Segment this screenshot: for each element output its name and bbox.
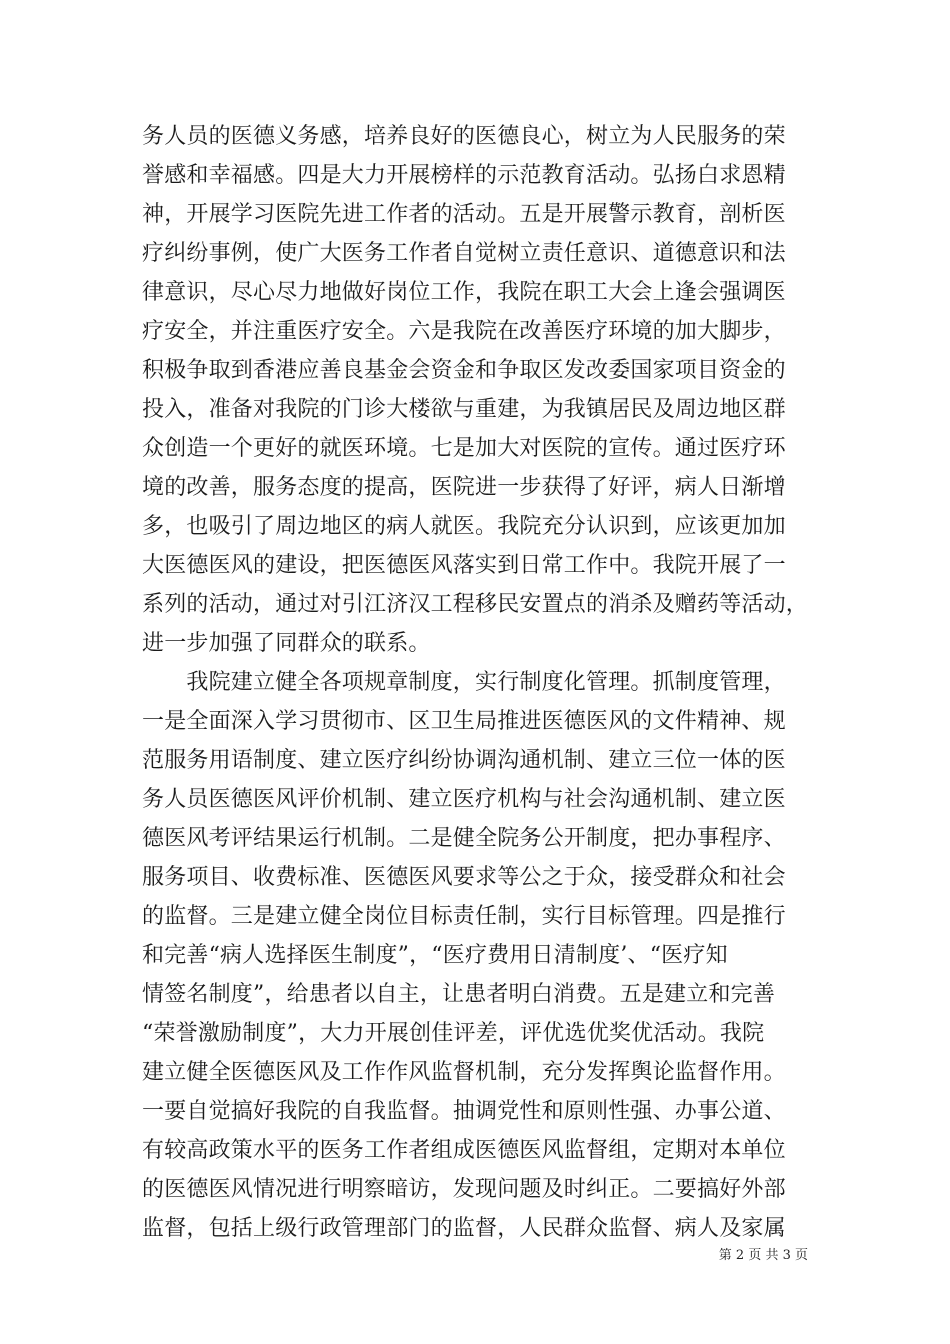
text-line: 我院建立健全各项规章制度，实行制度化管理。抓制度管理， <box>142 670 786 695</box>
text-line: 建立健全医德医风及工作作风监督机制，充分发挥舆论监督作用。 <box>142 1060 786 1085</box>
text-line: 一要自觉搞好我院的自我监督。抽调党性和原则性强、办事公道、 <box>142 1099 786 1124</box>
text-line: 务人员的医德义务感，培养良好的医德良心，树立为人民服务的荣 <box>142 124 786 149</box>
text-line: 范服务用语制度、建立医疗纠纷协调沟通机制、建立三位一体的医 <box>142 748 786 773</box>
text-line: 积极争取到香港应善良基金会资金和争取区发改委国家项目资金的 <box>142 358 786 383</box>
text-line: 众创造一个更好的就医环境。七是加大对医院的宣传。通过医疗环 <box>142 436 786 461</box>
text-line: 一是全面深入学习贯彻市、区卫生局推进医德医风的文件精神、规 <box>142 709 786 734</box>
text-line: 大医德医风的建设，把医德医风落实到日常工作中。我院开展了一 <box>142 553 786 578</box>
text-line: 疗纠纷事例，使广大医务工作者自觉树立责任意识、道德意识和法 <box>142 241 786 266</box>
text-line: 监督，包括上级行政管理部门的监督，人民群众监督、病人及家属 <box>142 1216 786 1241</box>
text-line: 务人员医德医风评价机制、建立医疗机构与社会沟通机制、建立医 <box>142 787 786 812</box>
text-line: 进一步加强了同群众的联系。 <box>142 631 431 656</box>
text-line: 律意识，尽心尽力地做好岗位工作，我院在职工大会上逢会强调医 <box>142 280 786 305</box>
text-line: 德医风考评结果运行机制。二是健全院务公开制度，把办事程序、 <box>142 826 786 851</box>
text-line: “荣誉激励制度”，大力开展创佳评差，评优选优奖优活动。我院 <box>142 1021 765 1046</box>
text-line: 疗安全，并注重医疗安全。六是我院在改善医疗环境的加大脚步， <box>142 319 786 344</box>
text-line: 和完善“病人选择医生制度”，“医疗费用日清制度’、“医疗知 <box>142 943 728 968</box>
text-line: 多，也吸引了周边地区的病人就医。我院充分认识到，应该更加加 <box>142 514 786 539</box>
text-line: 的医德医风情况进行明察暗访，发现问题及时纠正。二要搞好外部 <box>142 1177 786 1202</box>
text-line: 服务项目、收费标准、医德医风要求等公之于众，接受群众和社会 <box>142 865 786 890</box>
text-line: 誉感和幸福感。四是大力开展榜样的示范教育活动。弘扬白求恩精 <box>142 163 786 188</box>
text-line: 的监督。三是建立健全岗位目标责任制，实行目标管理。四是推行 <box>142 904 786 929</box>
text-line: 有较高政策水平的医务工作者组成医德医风监督组，定期对本单位 <box>142 1138 786 1163</box>
text-line: 神，开展学习医院先进工作者的活动。五是开展警示教育，剖析医 <box>142 202 786 227</box>
text-line: 投入，准备对我院的门诊大楼欲与重建，为我镇居民及周边地区群 <box>142 397 786 422</box>
text-line: 情签名制度”，给患者以自主，让患者明白消费。五是建立和完善 <box>142 982 776 1007</box>
document-body <box>142 117 810 1248</box>
page-number: 第 2 页 共 3 页 <box>718 1248 808 1263</box>
text-line: 系列的活动，通过对引江济汉工程移民安置点的消杀及赠药等活动， <box>142 592 809 617</box>
text-line: 境的改善，服务态度的提高，医院进一步获得了好评，病人日渐增 <box>142 475 786 500</box>
